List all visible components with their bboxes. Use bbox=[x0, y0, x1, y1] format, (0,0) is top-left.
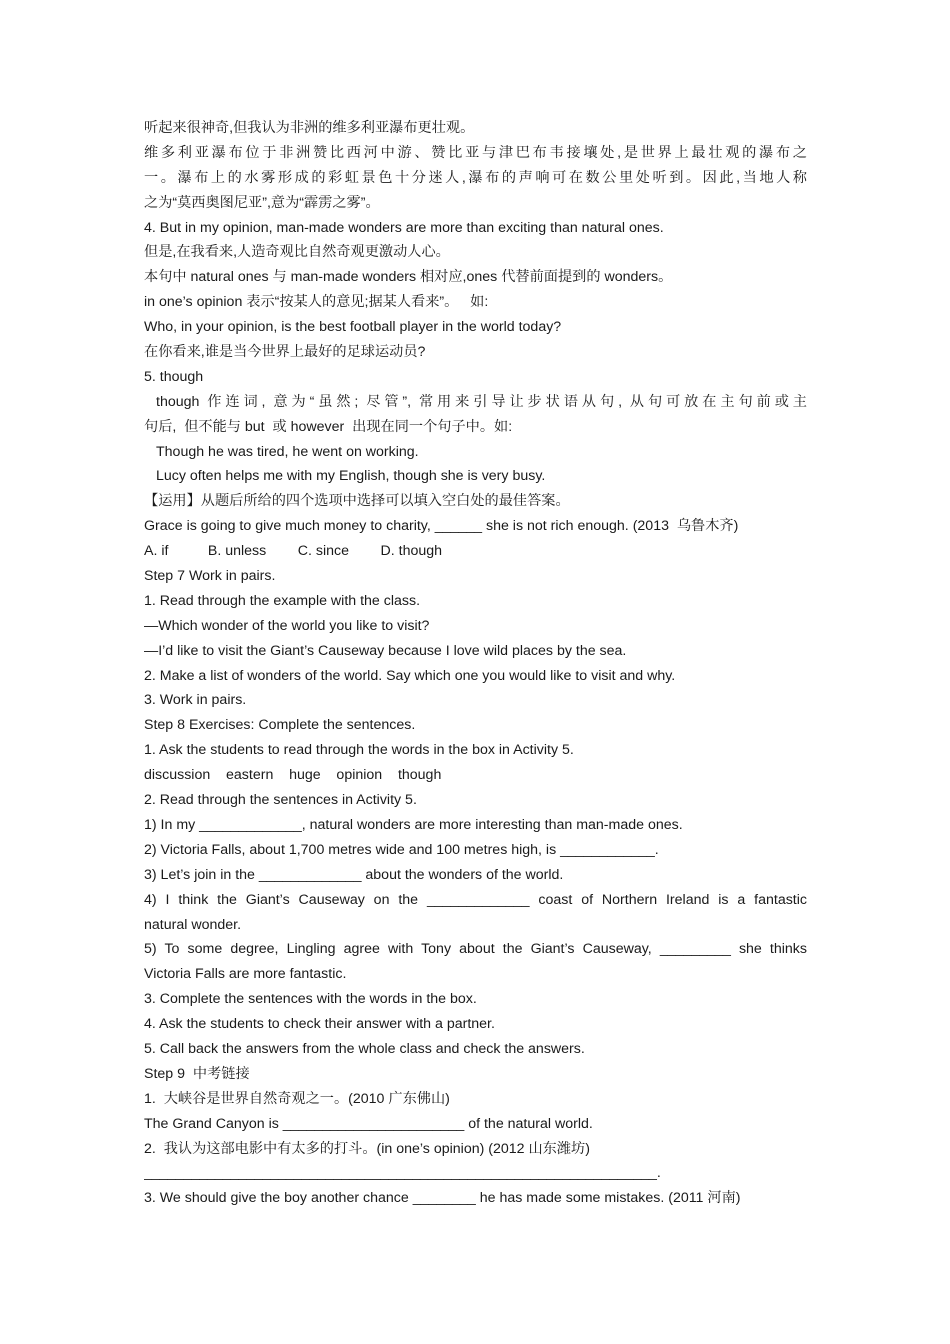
text-line: 在你看来,谁是当今世界上最好的足球运动员? bbox=[144, 344, 426, 361]
text-line: 但是,在我看来,人造奇观比自然奇观更激动人心。 bbox=[144, 244, 450, 261]
text-line: 5. Call back the answers from the whole class and check the answers. bbox=[144, 1040, 585, 1057]
text-line: —I’d like to visit the Giant’s Causeway because I love wild places by the sea. bbox=[144, 642, 627, 659]
step-heading: Step 7 Work in pairs. bbox=[144, 568, 276, 585]
text-line: 1. Ask the students to read through the words in the box in Activity 5. bbox=[144, 742, 574, 759]
exercise-line: The Grand Canyon is _______________________ of the natural world. bbox=[144, 1115, 593, 1132]
text-line: 一。瀑布上的水雾形成的彩虹景色十分迷人,瀑布的声响可在数公里处听到。因此,当地人称 bbox=[144, 169, 807, 186]
section-heading: 5. though bbox=[144, 368, 204, 385]
answer-options: A. if B. unless C. since D. though bbox=[144, 543, 443, 560]
text-line: 句后, 但不能与 but 或 however 出现在同一个句子中。如: bbox=[144, 418, 513, 435]
exercise-line: 4) I think the Giant’s Causeway on the _____________ coast of Northern Ireland is a fantastic bbox=[144, 891, 807, 908]
example-sentence: Lucy often helps me with my English, though she is very busy. bbox=[156, 468, 546, 485]
exercise-line: 1. 大峡谷是世界自然奇观之一。(2010 广东佛山) bbox=[144, 1090, 450, 1107]
answer-blank-line: _________________________________________________________________. bbox=[144, 1165, 661, 1182]
text-line: 之为“莫西奥图尼亚”,意为“霹雳之雾”。 bbox=[144, 194, 380, 211]
question-line: Grace is going to give much money to charity, ______ she is not rich enough. (2013 乌鲁木齐) bbox=[144, 518, 739, 535]
exercise-line: 2) Victoria Falls, about 1,700 metres wide and 100 metres high, is ____________. bbox=[144, 841, 659, 858]
example-sentence: Though he was tired, he went on working. bbox=[156, 443, 419, 460]
text-line: —Which wonder of the world you like to visit? bbox=[144, 617, 430, 634]
text-line: 1. Read through the example with the class. bbox=[144, 592, 421, 609]
exercise-line: Victoria Falls are more fantastic. bbox=[144, 966, 347, 983]
document-body bbox=[144, 116, 807, 1211]
exercise-line: 2. 我认为这部电影中有太多的打斗。(in one’s opinion) (2012 山东潍坊) bbox=[144, 1140, 590, 1157]
text-line: 3. Complete the sentences with the words in the box. bbox=[144, 991, 477, 1008]
text-line: 4. Ask the students to check their answer with a partner. bbox=[144, 1016, 495, 1033]
word-box: discussion eastern huge opinion though bbox=[144, 767, 442, 784]
step-heading: Step 8 Exercises: Complete the sentences. bbox=[144, 717, 416, 734]
text-line: 听起来很神奇,但我认为非洲的维多利亚瀑布更壮观。 bbox=[144, 120, 475, 136]
exercise-line: natural wonder. bbox=[144, 916, 242, 933]
exercise-line: 3) Let’s join in the _____________ about the wonders of the world. bbox=[144, 866, 564, 883]
text-line: 2. Read through the sentences in Activity 5. bbox=[144, 792, 417, 809]
text-line: 【运用】从题后所给的四个选项中选择可以填入空白处的最佳答案。 bbox=[144, 493, 570, 510]
exercise-line: 5) To some degree, Lingling agree with Tony about the Giant’s Causeway, _________ she thinks bbox=[144, 941, 807, 958]
text-line: 3. Work in pairs. bbox=[144, 692, 247, 709]
text-line: though 作连词, 意为“虽然; 尽管”, 常用来引导让步状语从句, 从句可放在主句前或主 bbox=[156, 393, 807, 410]
text-line: 本句中 natural ones 与 man-made wonders 相对应,ones 代替前面提到的 wonders。 bbox=[144, 269, 673, 286]
text-line: in one’s opinion 表示“按某人的意见;据某人看来”。 如: bbox=[144, 294, 489, 311]
text-line: 2. Make a list of wonders of the world. Say which one you would like to visit and why. bbox=[144, 667, 676, 684]
step-heading: Step 9 中考链接 bbox=[144, 1065, 250, 1082]
text-line: Who, in your opinion, is the best football player in the world today? bbox=[144, 319, 562, 336]
text-line: 维多利亚瀑布位于非洲赞比西河中游、赞比亚与津巴布韦接壤处,是世界上最壮观的瀑布之 bbox=[144, 144, 807, 161]
exercise-line: 3. We should give the boy another chance ________ he has made some mistakes. (2011 河南) bbox=[144, 1190, 741, 1207]
exercise-line: 1) In my _____________, natural wonders are more interesting than man-made ones. bbox=[144, 816, 683, 833]
text-line: 4. But in my opinion, man-made wonders are more than exciting than natural ones. bbox=[144, 219, 664, 236]
